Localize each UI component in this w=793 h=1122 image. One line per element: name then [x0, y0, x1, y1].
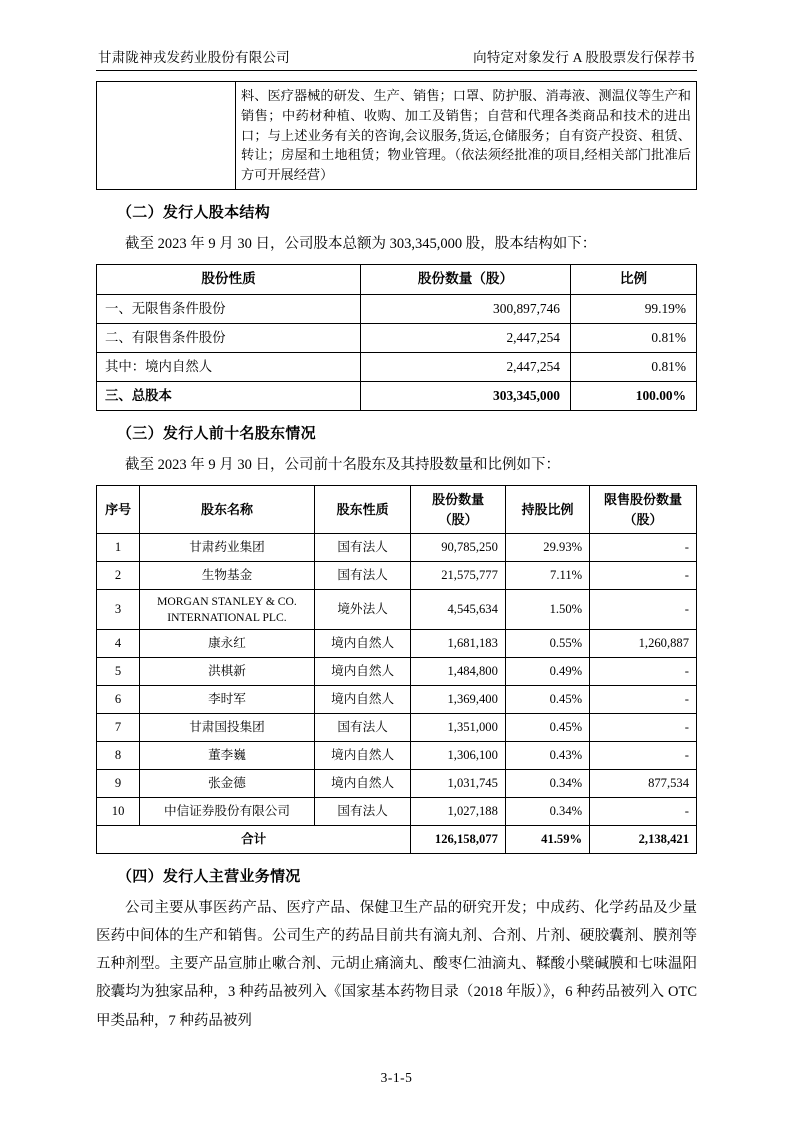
cell-restricted-shares: -	[590, 562, 697, 590]
cell-shareholder-name: 张金德	[140, 769, 315, 797]
cell-holding-ratio: 0.45%	[505, 714, 589, 742]
cell-shareholder-name: 李时军	[140, 686, 315, 714]
cell-index: 4	[97, 630, 140, 658]
cell-share-ratio: 0.81%	[571, 352, 697, 381]
cell-total-restricted: 2,138,421	[590, 825, 697, 853]
cell-shareholder-type: 境外法人	[314, 590, 411, 630]
col-header-share-count-line1: 股份数量	[432, 492, 485, 508]
header-document-title: 向特定对象发行 A 股股票发行保荐书	[473, 50, 695, 65]
cell-share-count: 303,345,000	[361, 381, 571, 410]
cell-shareholder-name: 洪棋新	[140, 658, 315, 686]
cell-shareholder-name: 甘肃国投集团	[140, 714, 315, 742]
cell-share-count: 1,369,400	[411, 686, 506, 714]
col-header-share-nature: 股份性质	[97, 265, 361, 294]
cell-shareholder-type: 国有法人	[314, 562, 411, 590]
business-scope-continuation-table-wrapper	[96, 81, 697, 190]
table-row-total	[97, 825, 697, 853]
cell-share-count: 1,031,745	[411, 769, 506, 797]
cell-shareholder-type: 境内自然人	[314, 686, 411, 714]
cell-restricted-shares: -	[590, 686, 697, 714]
table-row	[97, 590, 697, 630]
cell-share-nature: 三、总股本	[97, 381, 361, 410]
cell-shareholder-name: 生物基金	[140, 562, 315, 590]
cell-share-nature: 二、有限售条件股份	[97, 323, 361, 352]
table-row	[97, 82, 697, 190]
cell-index: 1	[97, 534, 140, 562]
cell-shareholder-name: 董李巍	[140, 741, 315, 769]
cell-holding-ratio: 0.34%	[505, 797, 589, 825]
cell-restricted-shares: -	[590, 590, 697, 630]
top-shareholders-table-wrapper	[96, 485, 697, 853]
cell-shareholder-name: 中信证券股份有限公司	[140, 797, 315, 825]
col-header-restricted-line1: 限售股份数量	[604, 492, 683, 508]
cell-shareholder-name: 甘肃药业集团	[140, 534, 315, 562]
col-header-share-count	[411, 486, 506, 534]
col-header-share-count: 股份数量（股）	[361, 265, 571, 294]
cell-holding-ratio: 29.93%	[505, 534, 589, 562]
page-header	[96, 46, 697, 70]
table-row	[97, 294, 697, 323]
cell-share-count: 2,447,254	[361, 352, 571, 381]
business-scope-text-cell: 料、医疗器械的研发、生产、销售；口罩、防护服、消毒液、测温仪等生产和销售；中药材种植、收购、加工及销售；自营和代理各类商品和技术的进出口；与上述业务有关的咨询,会议服务,货运,仓储服务；自有资产投资、租赁、转让；房屋和土地租赁；物业管理。（依法须经批准的项目,经相关部门批准后方可开展经营）	[236, 82, 697, 190]
cell-index: 5	[97, 658, 140, 686]
col-header-share-ratio: 比例	[571, 265, 697, 294]
table-row-total	[97, 381, 697, 410]
cell-holding-ratio: 1.50%	[505, 590, 589, 630]
table-row	[97, 352, 697, 381]
cell-shareholder-type: 境内自然人	[314, 630, 411, 658]
cell-shareholder-name: MORGAN STANLEY & CO. INTERNATIONAL PLC.	[140, 590, 315, 630]
cell-total-ratio: 41.59%	[505, 825, 589, 853]
table-row	[97, 686, 697, 714]
table-header-row	[97, 486, 697, 534]
cell-restricted-shares: 877,534	[590, 769, 697, 797]
cell-index: 8	[97, 741, 140, 769]
table-row	[97, 769, 697, 797]
cell-share-count: 1,027,188	[411, 797, 506, 825]
cell-index: 3	[97, 590, 140, 630]
cell-holding-ratio: 7.11%	[505, 562, 589, 590]
col-header-shareholder-type: 股东性质	[314, 486, 411, 534]
cell-holding-ratio: 0.55%	[505, 630, 589, 658]
cell-share-nature: 其中：境内自然人	[97, 352, 361, 381]
cell-share-count: 21,575,777	[411, 562, 506, 590]
cell-index: 7	[97, 714, 140, 742]
col-header-restricted-shares	[590, 486, 697, 534]
cell-total-shares: 126,158,077	[411, 825, 506, 853]
cell-share-count: 4,545,634	[411, 590, 506, 630]
col-header-share-count-line2: （股）	[438, 511, 478, 527]
table-header-row	[97, 265, 697, 294]
cell-holding-ratio: 0.49%	[505, 658, 589, 686]
cell-share-nature: 一、无限售条件股份	[97, 294, 361, 323]
cell-holding-ratio: 0.45%	[505, 686, 589, 714]
header-company-name: 甘肃陇神戎发药业股份有限公司	[98, 50, 290, 65]
cell-restricted-shares: -	[590, 714, 697, 742]
table-row	[97, 323, 697, 352]
cell-index: 6	[97, 686, 140, 714]
col-header-shareholder-name: 股东名称	[140, 486, 315, 534]
cell-share-ratio: 0.81%	[571, 323, 697, 352]
table-row	[97, 534, 697, 562]
cell-share-ratio: 100.00%	[571, 381, 697, 410]
table-row	[97, 562, 697, 590]
cell-holding-ratio: 0.43%	[505, 741, 589, 769]
cell-shareholder-type: 国有法人	[314, 534, 411, 562]
page-number: 3-1-5	[380, 1070, 413, 1085]
cell-index: 10	[97, 797, 140, 825]
col-header-holding-ratio: 持股比例	[505, 486, 589, 534]
cell-share-count: 2,447,254	[361, 323, 571, 352]
cell-restricted-shares: 1,260,887	[590, 630, 697, 658]
cell-share-count: 1,351,000	[411, 714, 506, 742]
top-shareholders-table	[96, 485, 697, 853]
section-heading-capital-structure: （二）发行人股本结构	[117, 204, 271, 221]
cell-shareholder-type: 国有法人	[314, 797, 411, 825]
section-heading-main-business: （四）发行人主营业务情况	[117, 868, 301, 885]
business-scope-label-cell	[97, 82, 236, 190]
cell-shareholder-type: 境内自然人	[314, 658, 411, 686]
cell-holding-ratio: 0.34%	[505, 769, 589, 797]
table-row	[97, 658, 697, 686]
col-header-restricted-line2: （股）	[623, 511, 663, 527]
top-shareholders-intro: 截至 2023 年 9 月 30 日，公司前十名股东及其持股数量和比例如下：	[125, 457, 560, 474]
page-footer	[0, 1070, 793, 1086]
cell-share-count: 1,484,800	[411, 658, 506, 686]
cell-index: 2	[97, 562, 140, 590]
cell-total-label: 合计	[97, 825, 411, 853]
cell-share-count: 1,306,100	[411, 741, 506, 769]
business-scope-continuation-table	[96, 81, 697, 190]
cell-index: 9	[97, 769, 140, 797]
cell-restricted-shares: -	[590, 741, 697, 769]
cell-share-count: 300,897,746	[361, 294, 571, 323]
cell-restricted-shares: -	[590, 658, 697, 686]
cell-shareholder-type: 国有法人	[314, 714, 411, 742]
section-heading-top-shareholders: （三）发行人前十名股东情况	[117, 426, 316, 443]
cell-shareholder-name: 康永红	[140, 630, 315, 658]
cell-shareholder-type: 境内自然人	[314, 741, 411, 769]
table-row	[97, 741, 697, 769]
cell-restricted-shares: -	[590, 797, 697, 825]
cell-share-count: 90,785,250	[411, 534, 506, 562]
cell-restricted-shares: -	[590, 534, 697, 562]
capital-structure-table-wrapper	[96, 264, 697, 411]
cell-share-ratio: 99.19%	[571, 294, 697, 323]
cell-share-count: 1,681,183	[411, 630, 506, 658]
capital-structure-table	[96, 264, 697, 411]
table-row	[97, 630, 697, 658]
col-header-index: 序号	[97, 486, 140, 534]
capital-structure-intro: 截至 2023 年 9 月 30 日，公司股本总额为 303,345,000 股，股本结构如下：	[125, 235, 597, 252]
cell-shareholder-type: 境内自然人	[314, 769, 411, 797]
table-row	[97, 714, 697, 742]
main-business-paragraph: 公司主要从事医药产品、医疗产品、保健卫生产品的研究开发；中成药、化学药品及少量医药中间体的生产和销售。公司生产的药品目前共有滴丸剂、合剂、片剂、硬胶囊剂、膜剂等五种剂型。主要产品宣肺止嗽合剂、元胡止痛滴丸、酸枣仁油滴丸、鞣酸小檗碱膜和七味温阳胶囊均为独家品种，3 种药品被列入《国家基本药物目录（2018 年版）》，6 种药品被列入 OTC 甲类品种，7 种药品被列	[96, 899, 697, 1029]
header-divider	[96, 70, 697, 71]
table-row	[97, 797, 697, 825]
